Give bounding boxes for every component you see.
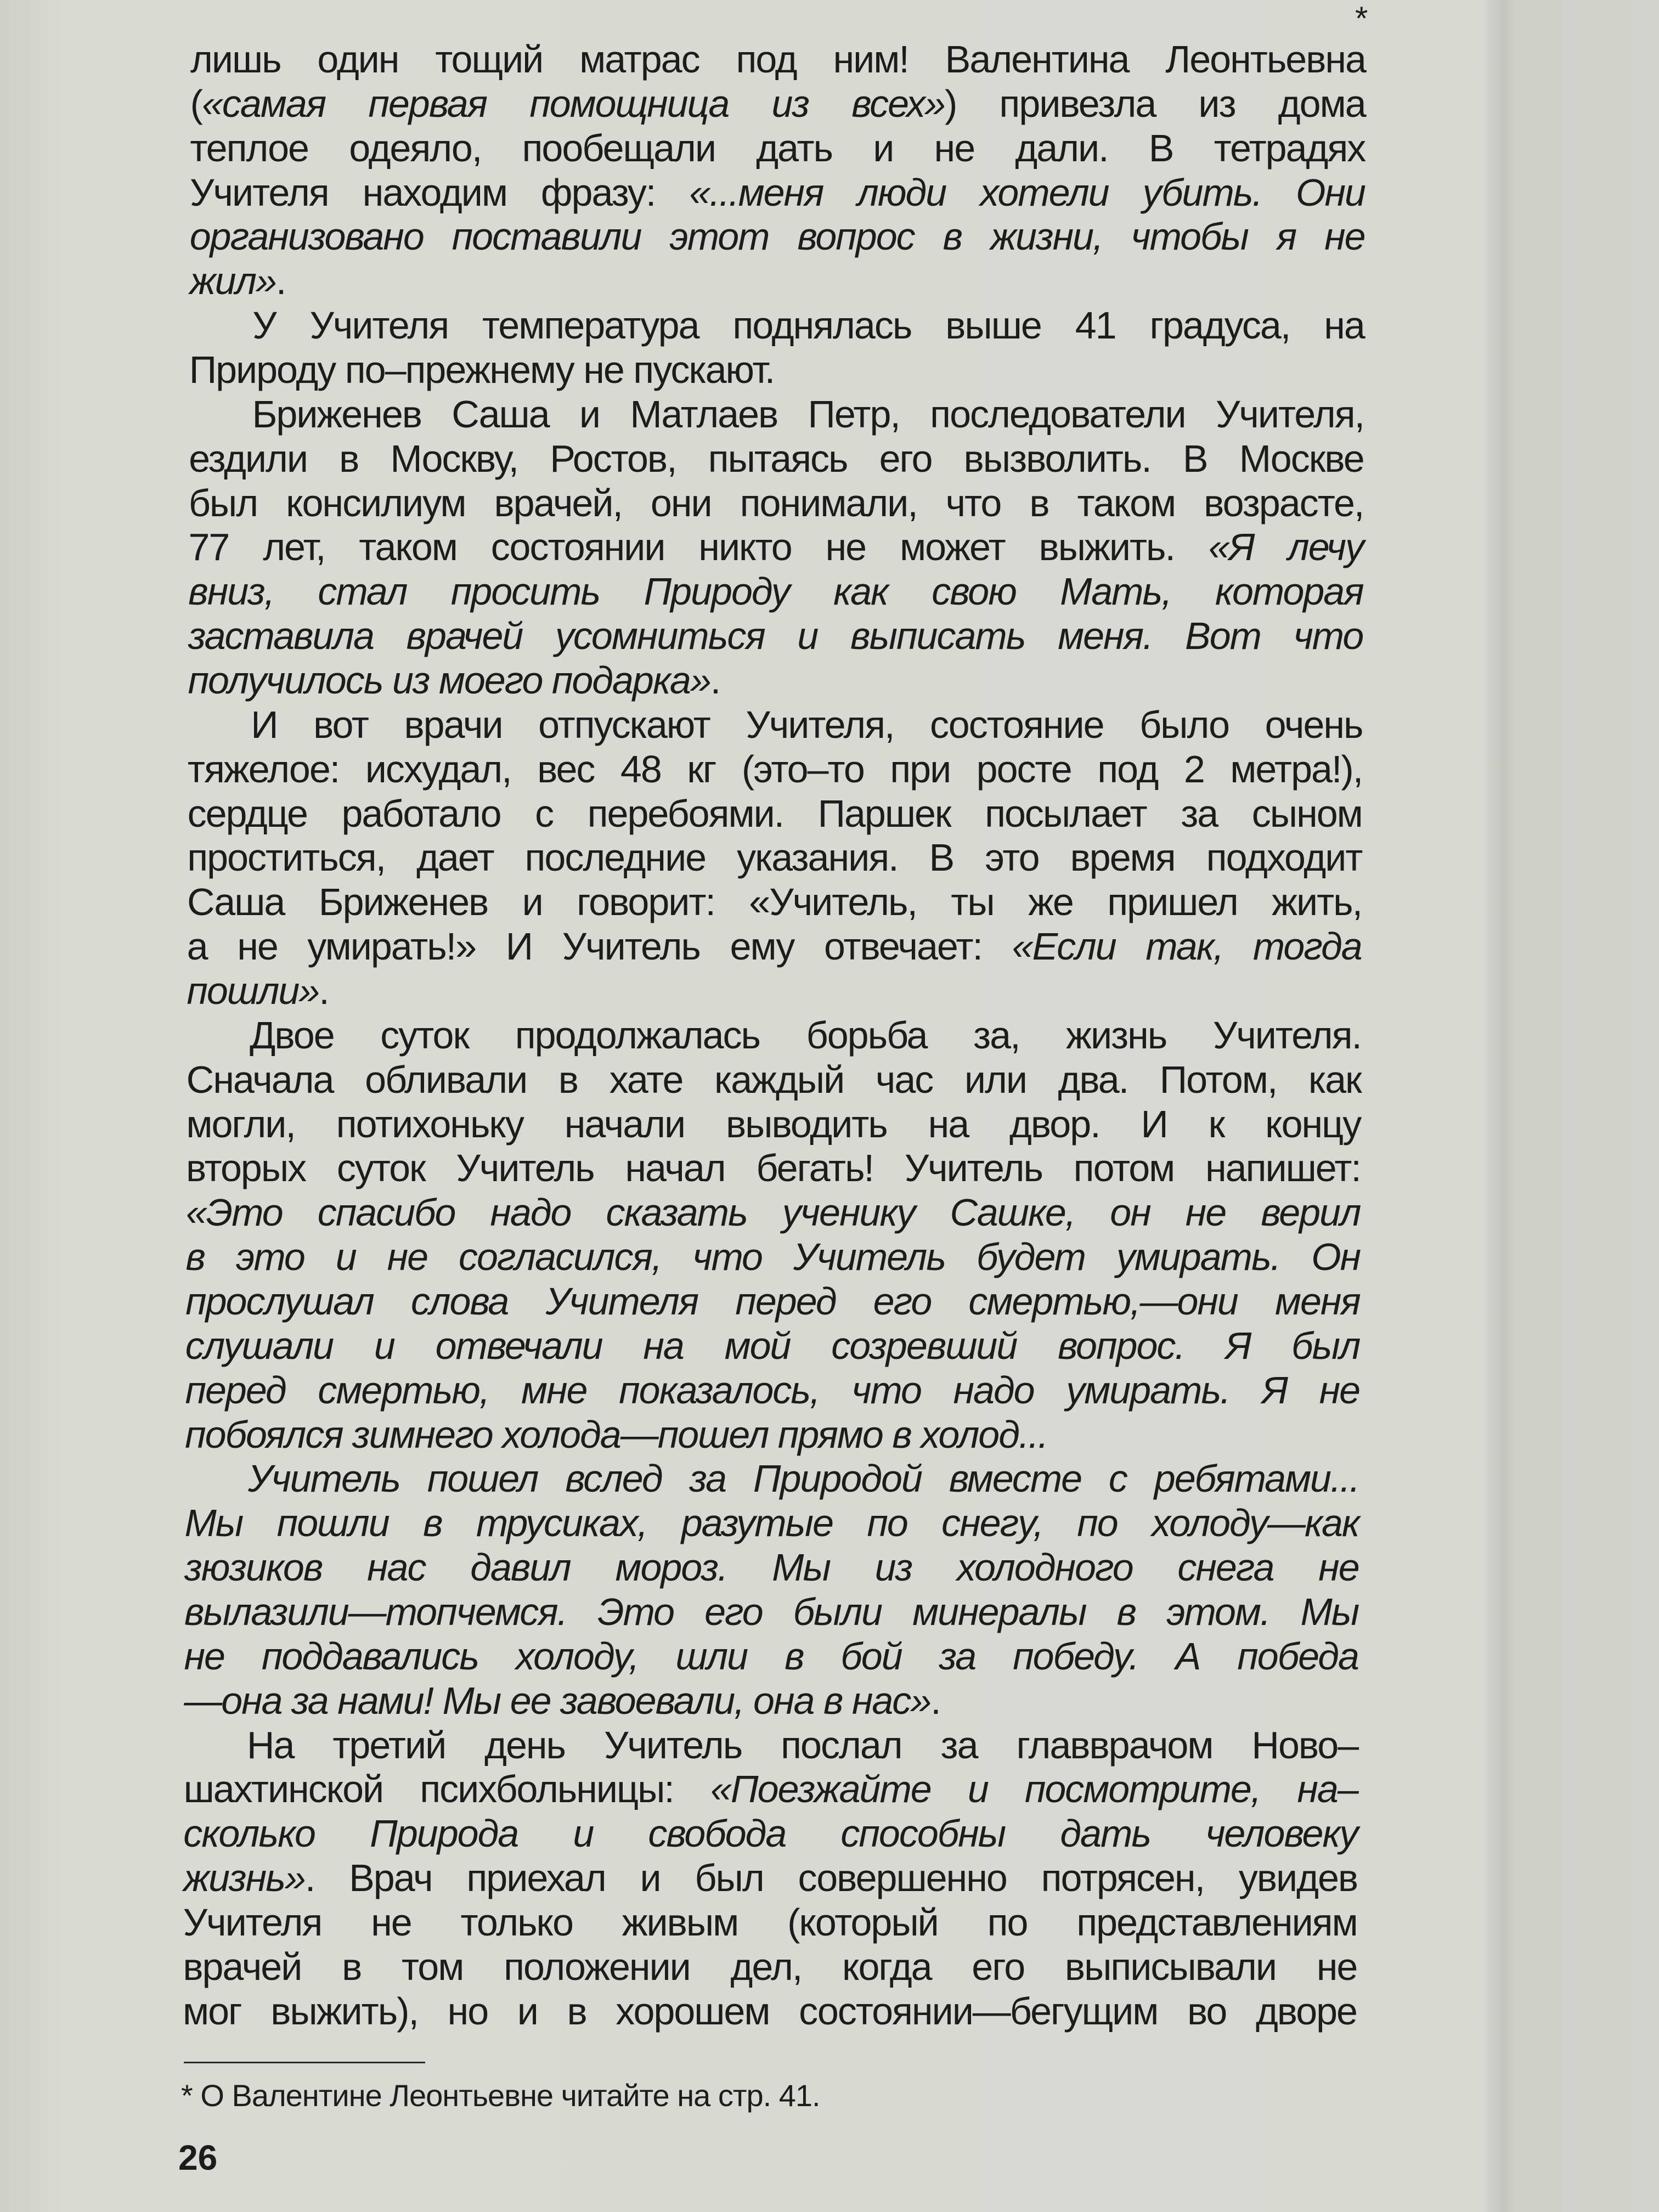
text-run: ездили в Москву, Ростов, пытаясь его вызволить. В Москве [189,437,1364,480]
text-run: тяжелое: исхудал, вес 48 кг (это–то при росте под 2 метра!), [187,747,1363,791]
text-line [187,880,1362,924]
text-run: Учителя находим фразу: [190,171,690,214]
text-run: 77 лет, таком состоянии никто не может выжить. [188,526,1209,569]
text-line [183,1812,1357,1855]
text-line [184,1634,1358,1678]
text-run: мог выжить), но и в хорошем состоянии—бегущим во дворе [183,1989,1357,2033]
italic-quote: «Это спасибо надо сказать ученику Сашке, он не верил [185,1191,1361,1234]
text-line [185,1235,1360,1279]
text-line [185,1324,1360,1368]
italic-quote: «Я лечу [1208,526,1363,569]
text-run: На третий день Учитель послал за главврачом Ново– [246,1723,1358,1767]
text-run: теплое одеяло, пообещали дать и не дали. В тетрадях [190,126,1365,170]
text-run: был консилиум врачей, они понимали, что в таком возрасте, [188,481,1364,524]
text-line [189,348,1364,392]
text-run: Учителя не только живым (который по представлениям [183,1901,1357,1944]
text-line [184,1679,1358,1723]
text-run: И вот врачи отпускают Учителя, состояние было очень [251,703,1363,746]
text-line [183,1900,1357,1944]
italic-quote: «Если так, тогда [1012,925,1362,968]
text-run: Сначала обливали в хате каждый час или два. Потом, как [186,1058,1361,1101]
text-line [184,1767,1358,1811]
italic-quote: «...меня люди хотели убить. Они [689,171,1365,214]
text-line [250,1013,1361,1057]
text-line [187,836,1362,879]
text-line [190,171,1365,215]
text-run: У Учителя температура поднялась выше 41 градуса, на [252,304,1364,347]
text-line [183,1856,1357,1900]
text-line [187,924,1362,968]
text-line [185,1368,1359,1412]
text-line [189,437,1364,481]
text-line [190,37,1365,81]
italic-quote: заставила врачей усомниться и выписать меня. Вот что [188,614,1363,658]
text-line [248,1457,1359,1500]
text-line [184,1590,1358,1634]
text-line [183,1989,1357,2033]
italic-quote: «самая первая помощница из всех» [201,82,945,125]
italic-quote: вылазили—топчемся. Это его были минералы в этом. Мы [184,1590,1359,1633]
text-run: . [710,658,720,702]
italic-quote: жил» [189,259,276,303]
text-line [190,82,1365,126]
italic-quote: в это и не согласился, что Учитель будет умирать. Он [185,1235,1361,1279]
text-run: . [930,1679,940,1722]
footnote-marker: * [1355,0,1368,37]
text-line [189,481,1364,525]
text-line [188,569,1363,613]
italic-quote: сколько Природа и свобода способны дать человеку [183,1812,1358,1855]
italic-quote: Мы пошли в трусиках, разутые по снегу, по холоду—как [184,1502,1359,1545]
italic-quote: побоялся зимнего холода—пошел прямо в холод... [185,1413,1048,1456]
text-line [187,1058,1361,1102]
text-run: сердце работало с перебоями. Паршек посылает за сыном [187,792,1362,835]
text-line [186,1146,1361,1190]
text-run: вторых суток Учитель начал бегать! Учитель потом напишет: [186,1147,1361,1190]
italic-quote: —она за нами! Мы ее завоевали, она в нас» [184,1679,931,1722]
italic-quote: организовано поставили этот вопрос в жизни, чтобы я не [189,215,1365,258]
text-run: могли, потихоньку начали выводить на двор. И к концу [186,1102,1361,1146]
text-line [189,525,1364,569]
text-run: Бриженев Саша и Матлаев Петр, последователи Учителя, [252,392,1364,436]
text-run: Природу по–прежнему не пускают. [189,348,775,391]
text-run: . [275,259,286,303]
text-line [188,792,1362,836]
text-run: Двое суток продолжалась борьба за, жизнь Учителя. [250,1013,1361,1057]
text-run: . [319,969,329,1012]
italic-quote: слушали и отвечали на мой созревший вопрос. Я был [185,1324,1360,1367]
text-run: . Врач приехал и был совершенно потрясен, увидев [304,1857,1358,1900]
text-run: лишь один тощий матрас под ним! Валентина Леонтьевна [190,37,1365,81]
text-run: ( [190,82,202,125]
text-run: Саша Бриженев и говорит: «Учитель, ты же пришел жить, [187,881,1362,924]
footnote: * О Валентине Леонтьевне читайте на стр. 41. [181,2078,820,2113]
text-run: ) привезла из дома [944,82,1365,125]
text-line [185,1501,1359,1545]
text-line [185,1279,1360,1323]
text-line [188,614,1363,658]
text-run: проститься, дает последние указания. В это время подходит [187,836,1362,879]
text-line [186,1190,1361,1234]
text-line [186,1102,1361,1146]
italic-quote: вниз, стал просить Природу как свою Мать, которая [188,570,1363,613]
page-number: 26 [178,2138,218,2177]
text-line [251,703,1362,747]
text-line [189,259,1364,303]
italic-quote: прослушал слова Учителя перед его смертью,—они меня [185,1280,1360,1323]
text-line [190,215,1365,258]
text-run: шахтинской психбольницы: [183,1768,710,1811]
italic-quote: не поддавались холоду, шли в бой за победу. А победа [184,1634,1358,1678]
text-line [190,126,1365,170]
italic-quote: пошли» [187,969,319,1012]
italic-quote: зюзиков нас давил мороз. Мы из холодного снега не [184,1546,1359,1589]
italic-quote: Учитель пошел вслед за Природой вместе с ребятами... [247,1457,1359,1500]
italic-quote: жизнь» [183,1857,305,1900]
text-line [185,1413,1359,1457]
text-line [184,1545,1358,1589]
italic-quote: «Поезжайте и посмотрите, на– [710,1768,1358,1811]
text-line [252,392,1364,436]
text-run: а не умирать!» И Учитель ему отвечает: [187,925,1012,968]
footnote-divider [184,2062,425,2063]
text-line [188,747,1362,791]
italic-quote: перед смертью, мне показалось, что надо умирать. Я не [185,1368,1360,1412]
text-line [188,658,1363,702]
italic-quote: получилось из моего подарка» [188,658,710,702]
text-line [252,303,1364,347]
text-run: врачей в том положении дел, когда его выписывали не [183,1945,1357,1988]
text-line [247,1723,1358,1767]
text-line [183,1945,1357,1989]
text-line [187,969,1361,1013]
